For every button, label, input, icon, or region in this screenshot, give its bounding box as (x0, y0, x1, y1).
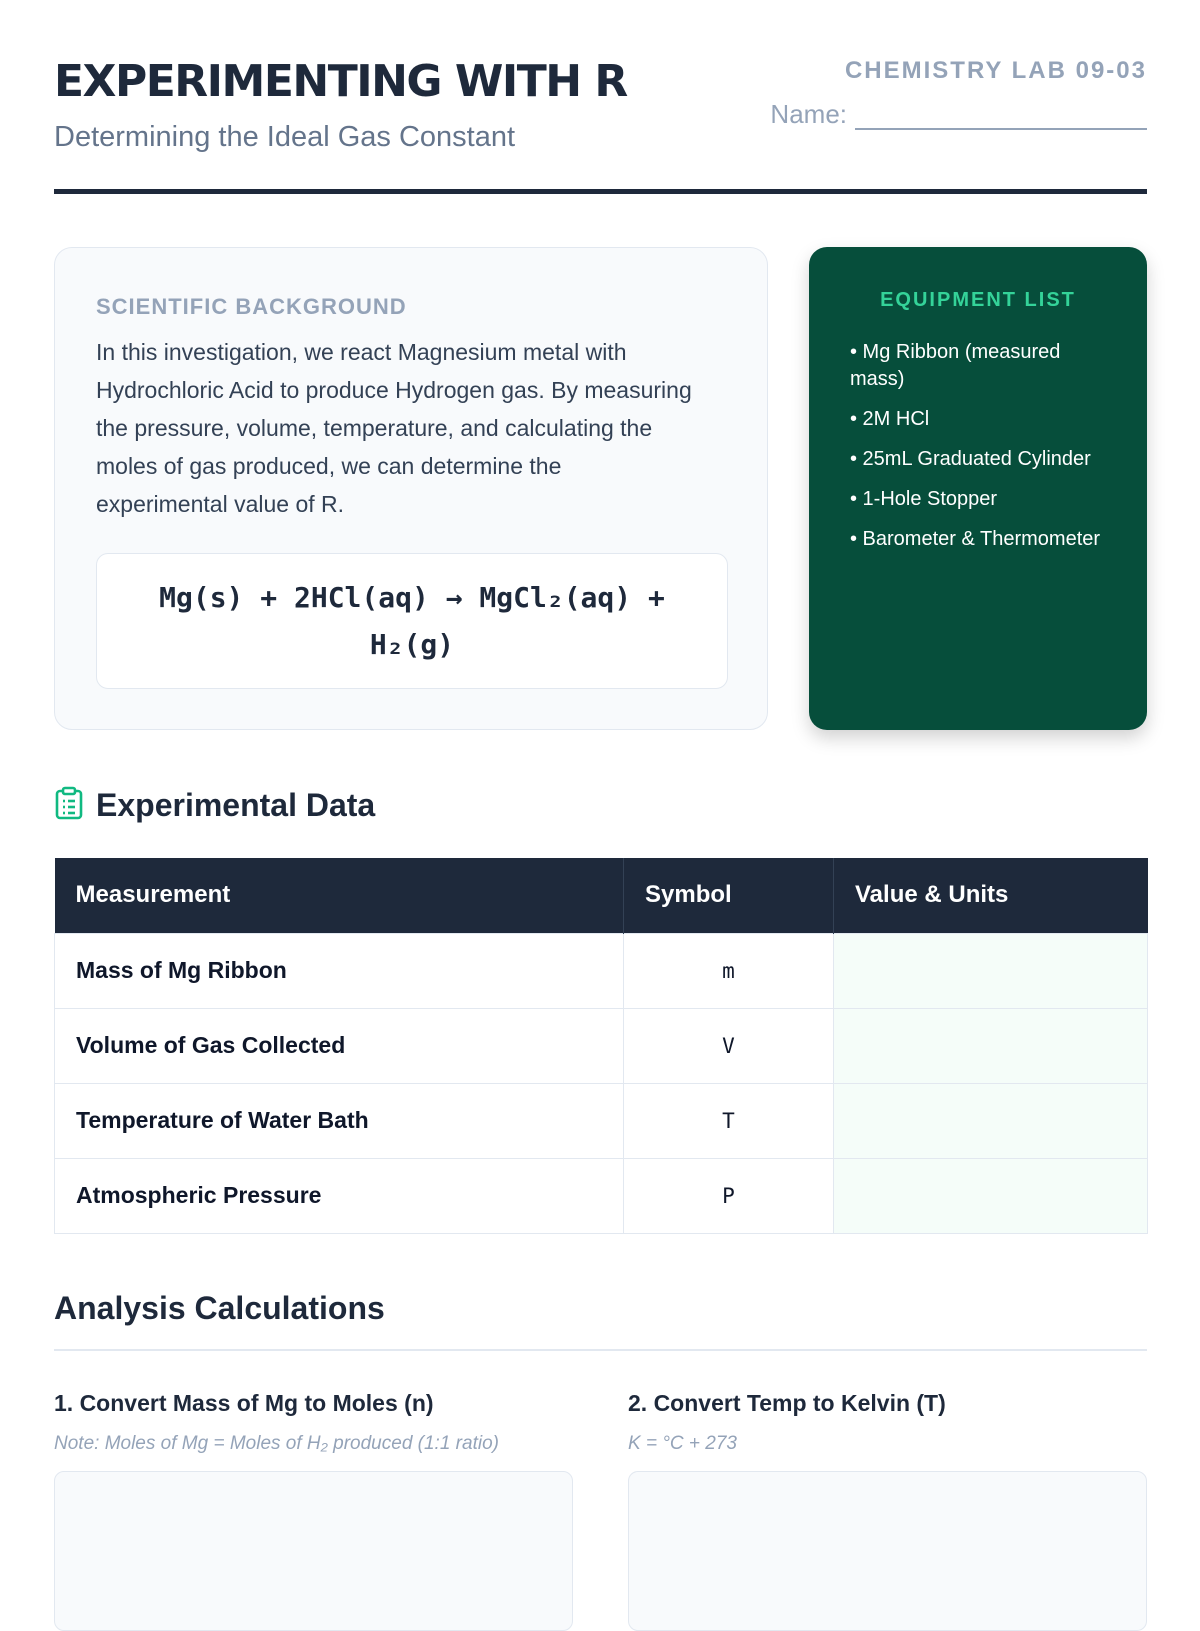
equipment-list (850, 339, 1110, 566)
data-section-header (54, 786, 375, 825)
background-card (54, 247, 768, 730)
column-header: Value & Units (834, 858, 1148, 933)
analysis-heading: Analysis Calculations (54, 1290, 1147, 1351)
equipment-heading: EQUIPMENT LIST (880, 289, 1076, 311)
data-section-title: Experimental Data (96, 787, 376, 823)
equipment-item: • 2M HCl (850, 408, 930, 430)
name-label: Name: (770, 99, 847, 129)
table-header-row (55, 858, 1148, 933)
measurement-cell: Mass of Mg Ribbon (55, 933, 624, 1008)
calculation-step (54, 1390, 573, 1631)
lab-code: CHEMISTRY LAB 09-03 (844, 57, 1147, 84)
background-heading: SCIENTIFIC BACKGROUND (96, 294, 407, 319)
calculation-title: 2. Convert Temp to Kelvin (T) (628, 1390, 946, 1416)
value-entry-cell[interactable] (834, 1008, 1148, 1083)
equipment-card (809, 247, 1147, 730)
symbol-cell: V (624, 1008, 834, 1083)
column-header: Symbol (624, 858, 834, 933)
calculation-note: Note: Moles of Mg = Moles of H₂ produced (1:1 ratio) (54, 1433, 499, 1454)
value-entry-cell[interactable] (834, 1083, 1148, 1158)
worksheet-header (54, 0, 1147, 194)
calculation-title: 1. Convert Mass of Mg to Moles (n) (54, 1390, 434, 1416)
background-text: In this investigation, we react Magnesium metal with Hydrochloric Acid to produce Hydrogen gas. By measuring the pressure, volume, temperature, and calculating the moles of gas produced, we can determine the experimental value of R. (96, 339, 692, 517)
worksheet-page (54, 0, 1147, 1454)
measurement-cell: Atmospheric Pressure (55, 1158, 624, 1233)
table-row (55, 1008, 1148, 1083)
name-field[interactable] (770, 99, 1147, 130)
symbol-cell: m (624, 933, 834, 1008)
calculation-work-area[interactable] (54, 1471, 573, 1631)
measurement-cell: Volume of Gas Collected (55, 1008, 624, 1083)
table-row (55, 1083, 1148, 1158)
equipment-item: • 25mL Graduated Cylinder (850, 448, 1091, 470)
column-header: Measurement (55, 858, 624, 933)
measurement-cell: Temperature of Water Bath (55, 1083, 624, 1158)
data-table (54, 858, 1148, 1234)
name-blank-line[interactable] (855, 104, 1147, 130)
equipment-item: • Barometer & Thermometer (850, 528, 1101, 550)
clipboard-icon (54, 786, 84, 825)
value-entry-cell[interactable] (834, 933, 1148, 1008)
reaction-equation: Mg(s) + 2HCl(aq) → MgCl₂(aq) + H₂(g) (96, 553, 728, 689)
table-row (55, 1158, 1148, 1233)
page-title: EXPERIMENTING WITH R (54, 56, 627, 107)
symbol-cell: T (624, 1083, 834, 1158)
calculation-work-area[interactable] (628, 1471, 1147, 1631)
equipment-item: • Mg Ribbon (measured mass) (850, 341, 1061, 390)
calculation-note: K = °C + 273 (628, 1433, 737, 1454)
symbol-cell: P (624, 1158, 834, 1233)
value-entry-cell[interactable] (834, 1158, 1148, 1233)
equipment-item: • 1-Hole Stopper (850, 488, 998, 510)
table-row (55, 933, 1148, 1008)
calculation-step (628, 1390, 1147, 1631)
page-subtitle: Determining the Ideal Gas Constant (54, 121, 516, 153)
